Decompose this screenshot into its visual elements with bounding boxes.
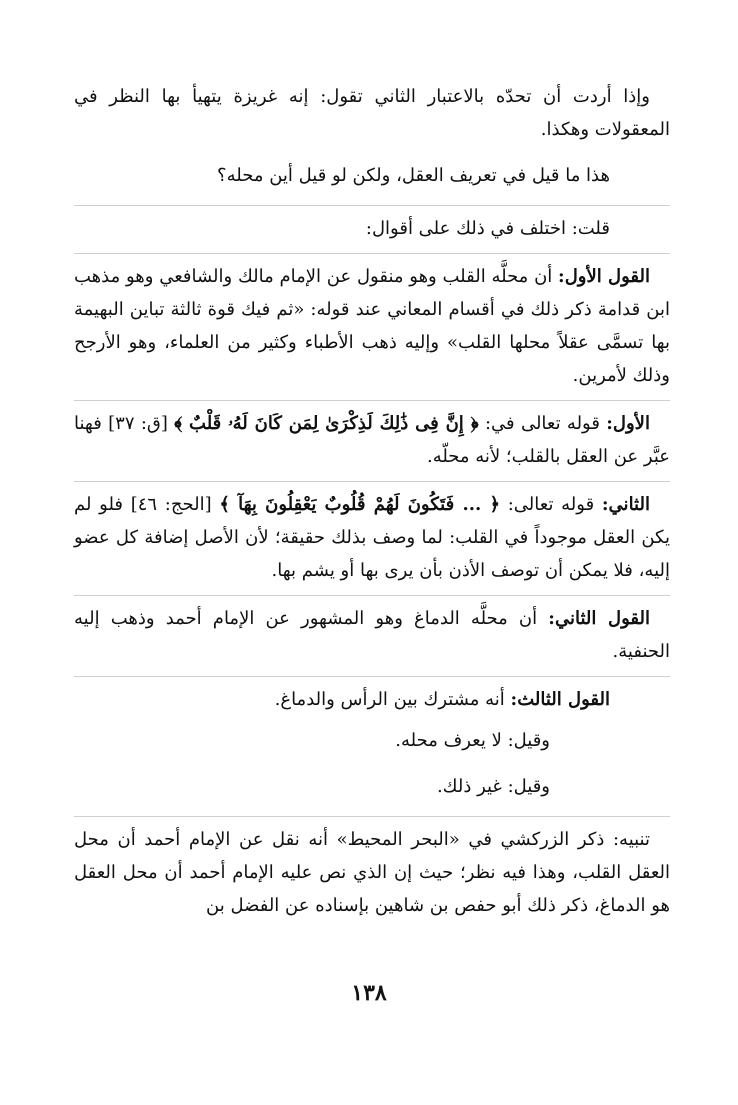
page-body [74,80,670,930]
verse-reference: [الحج: ٤٦] [130,494,212,515]
paragraph-heading: الثاني: [601,494,650,515]
quran-verse: ﴿ إِنَّ فِى ذَٰلِكَ لَذِكْرَىٰ لِمَن كَانَ لَهُۥ قَلْبٌ ﴾ [174,413,479,434]
paragraph-second-opinion [74,595,670,668]
paragraph-question [74,159,670,192]
paragraph-heading: الأول: [606,413,650,434]
verse-reference: [ق: ٣٧] [108,413,168,434]
paragraph-third-opinion [74,676,670,716]
paragraph-text: قلت: اختلف في ذلك على أقوال: [365,218,610,239]
paragraph-unknown-location [74,724,670,757]
quran-verse: ﴿ ... فَتَكُونَ لَهُمْ قُلُوبٌ يَعْقِلُونَ بِهَآ ﴾ [219,494,501,515]
paragraph-heading: القول الثالث: [510,689,610,710]
paragraph-second-evidence [74,481,670,587]
paragraph-text: وإذا أردت أن تحدّه بالاعتبار الثاني تقول: إنه غريزة يتهيأ بها النظر في المعقولات وهكذا. [74,86,670,140]
paragraph-text: هذا ما قيل في تعريف العقل، ولكن لو قيل أين محله؟ [217,165,610,186]
paragraph-intro: قوله تعالى في: [484,413,600,434]
paragraph-text: فلو لم يكن العقل موجوداً في القلب: لما وصف بذلك حقيقة؛ لأن الأصل إضافة كل عضو إليه، فلا يمكن أن توصف الأذن بأن يرى بها أو يشم بها. [74,494,670,581]
paragraph-text: فهنا عبَّر عن العقل بالقلب؛ لأنه محلّه. [74,413,670,467]
paragraph-heading: القول الأول: [558,266,650,287]
paragraph-text: تنبيه: ذكر الزركشي في «البحر المحيط» أنه نقل عن الإمام أحمد أن محل العقل القلب، وهذا فيه نظر؛ حيث إن الذي نص عليه الإمام أحمد أن محل العقل هو الدماغ، ذكر ذلك أبو حفص بن شاهين بإسناده عن الفضل بن [74,829,670,916]
paragraph-text: أن محلَّه الدماغ وهو المشهور عن الإمام أحمد وذهب إليه الحنفية. [74,608,670,662]
paragraph-other-opinions [74,770,670,803]
paragraph-text: وقيل: غير ذلك. [436,776,550,797]
paragraph-heading: القول الثاني: [548,608,650,629]
paragraph-first-opinion [74,253,670,392]
paragraph-text: أن محلَّه القلب وهو منقول عن الإمام مالك والشافعي وهو مذهب ابن قدامة ذكر ذلك في أقسام المعاني عند قوله: «ثم فيك قوة ثالثة تباين البهيمة بها تسمَّى عقلاً محلها القلب» وإليه ذهب الأطباء وكثير من العلماء، وهو الأرجح وذلك لأمرين. [74,266,670,386]
paragraph-intro: قوله تعالى: [507,494,595,515]
paragraph-first-evidence [74,400,670,473]
paragraph-answer [74,205,670,245]
page-number: ١٣٨ [351,980,387,1006]
paragraph-definition [74,80,670,146]
paragraph-text: وقيل: لا يعرف محله. [395,730,550,751]
paragraph-note [74,816,670,922]
paragraph-text: أنه مشترك بين الرأس والدماغ. [274,689,505,710]
